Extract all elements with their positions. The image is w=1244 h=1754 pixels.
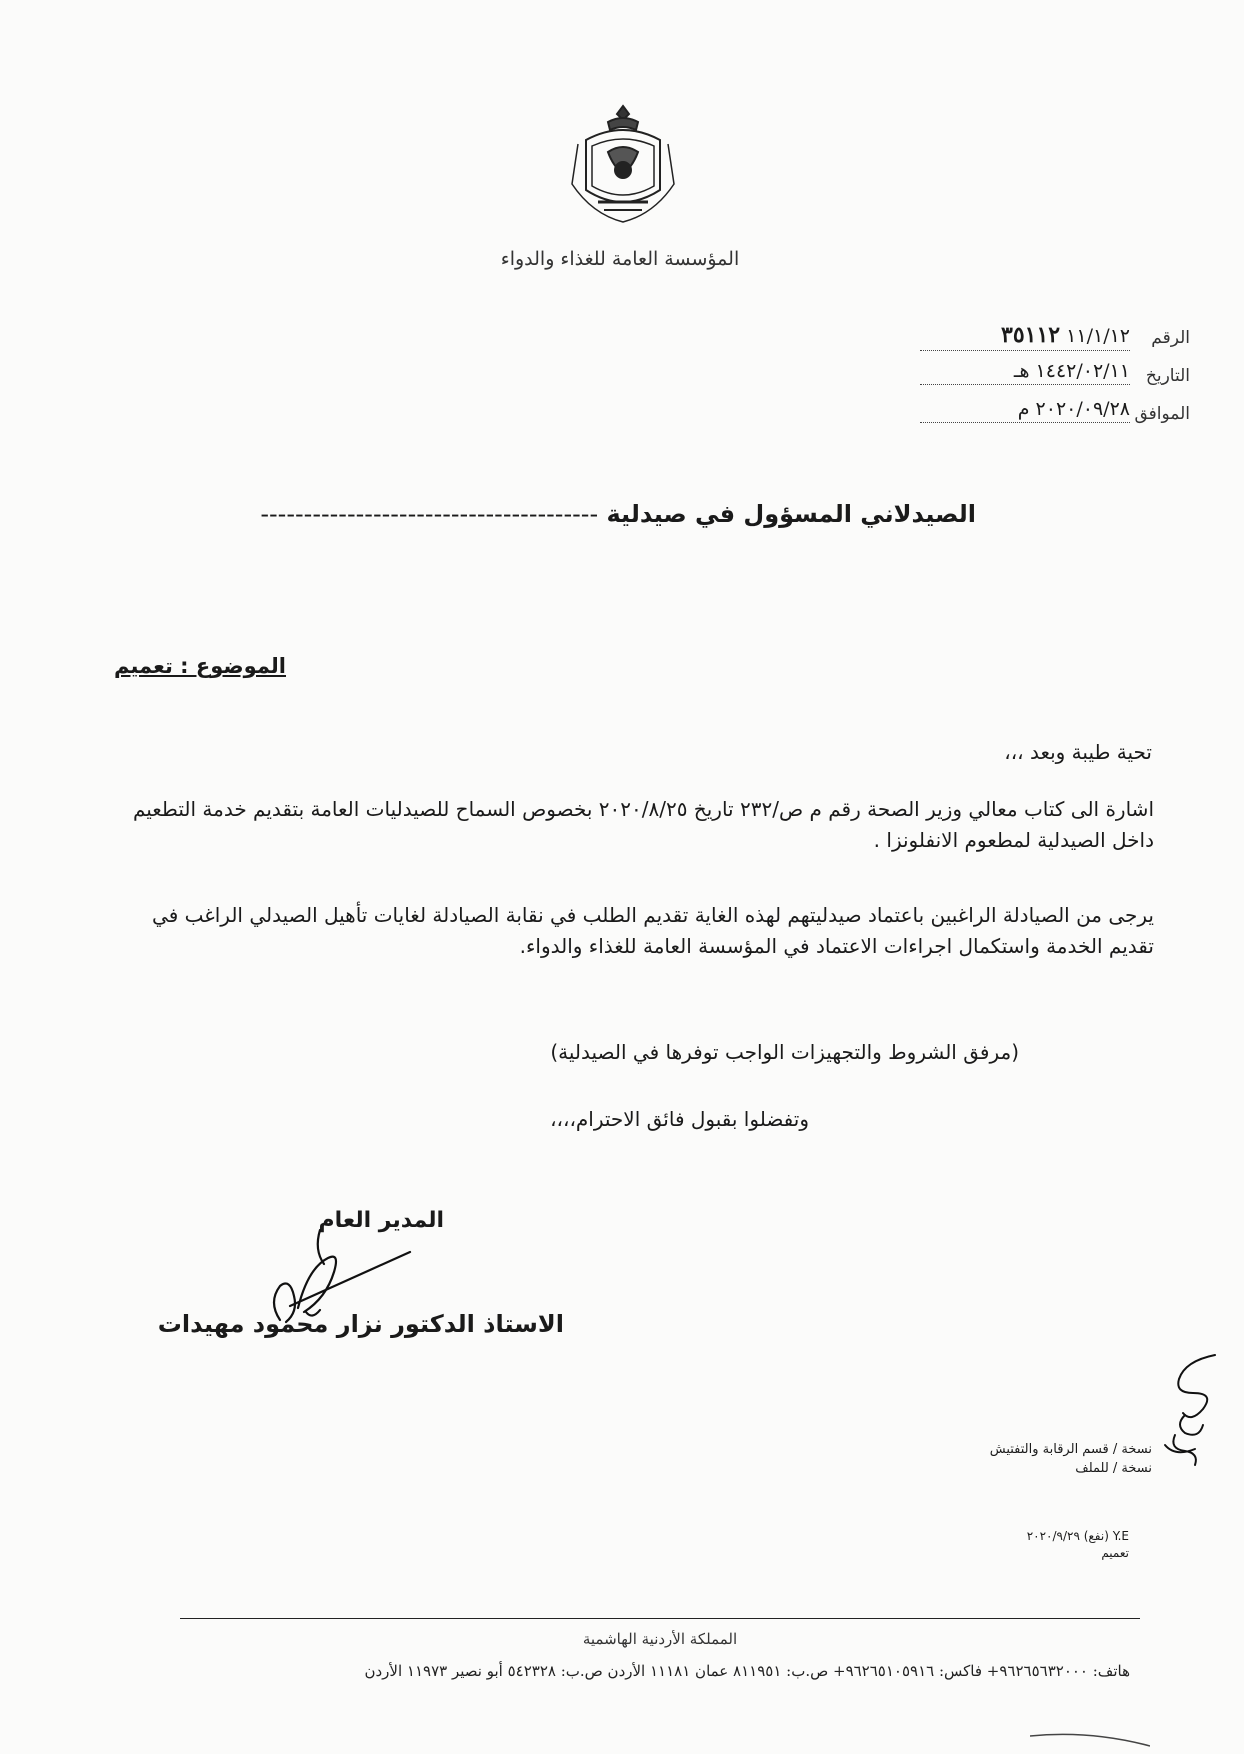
footer-kingdom: المملكة الأردنية الهاشمية <box>582 1630 738 1648</box>
attachment-note: (مرفق الشروط والتجهيزات الواجب توفرها في الصيدلية) <box>550 1040 1019 1064</box>
copies-list <box>932 1440 1152 1478</box>
jordan-coat-of-arms-icon <box>568 100 678 230</box>
body-paragraph-2: يرجى من الصيادلة الراغبين باعتماد صيدليتهم لهذه الغاية تقديم الطلب في نقابة الصيادلة لغايات تأهيل الصيدلي الراغب في تقديم الخدمة واستكمال اجراءات الاعتماد في المؤسسة العامة للغذاء والدواء. <box>152 903 1154 958</box>
reference-serial-number: ٣٥١١٢ <box>1001 322 1061 348</box>
reference-block <box>900 322 1190 436</box>
initials-signature <box>1145 1345 1235 1470</box>
footer-contacts: هاتف: ٩٦٢٦٥٦٣٢٠٠٠+ فاكس: ٩٦٢٦٥١٠٥٩١٦+ ص.ب: ٨١١٩٥١ عمان ١١١٨١ الأردن ص.ب: ٥٤٢٣٢٨ أبو نصير ١١٩٧٣ الأردن <box>364 1662 1130 1680</box>
signatory-title: المدير العام <box>318 1208 444 1233</box>
document-meta <box>1027 1528 1129 1562</box>
copy-recipient-2: نسخة / للملف <box>1075 1461 1152 1476</box>
signatory-name: الاستاذ الدكتور نزار محمود مهيدات <box>157 1310 564 1338</box>
reference-date-label: التاريخ <box>1145 366 1190 386</box>
reference-date-row <box>900 360 1190 398</box>
addressee-text: الصيدلاني المسؤول في صيدلية <box>606 500 976 528</box>
reference-gregorian-date: ٢٠٢٠/٠٩/٢٨ م <box>920 398 1130 423</box>
body-paragraph-1: اشارة الى كتاب معالي وزير الصحة رقم م ص/٢٣٢ تاريخ ٢٠٢٠/٨/٢٥ بخصوص السماح للصيدليات العامة بتقديم خدمة التطعيم داخل الصيدلية لمطعوم الانفلونزا . <box>132 797 1154 852</box>
greeting: تحية طيبة وبعد ،،، <box>1004 740 1152 764</box>
reference-number-row <box>900 322 1190 360</box>
addressee-line <box>216 500 976 528</box>
reference-corresponding-row <box>900 398 1190 436</box>
closing-line: وتفضلوا بقبول فائق الاحترام،،،، <box>550 1107 809 1131</box>
reference-file-number: ١١/١/١٢ <box>1066 325 1130 347</box>
meta-type: تعميم <box>1101 1546 1129 1560</box>
copy-recipient-1: نسخة / قسم الرقابة والتفتيش <box>989 1442 1152 1457</box>
reference-corresponding-label: الموافق <box>1134 404 1190 424</box>
footer-divider <box>180 1618 1140 1619</box>
reference-hijri-date: ١٤٤٢/٠٢/١١ هـ <box>920 360 1130 385</box>
subject-line: الموضوع : تعميم <box>113 654 286 678</box>
meta-reference: Y.E (نفع) ٢٠٢٠/٩/٢٩ <box>1026 1529 1129 1543</box>
scan-mark <box>1030 1728 1150 1748</box>
reference-number-label: الرقم <box>1151 328 1190 348</box>
addressee-blank: --------------------------------------- <box>260 500 599 528</box>
reference-number-value <box>920 322 1130 351</box>
organization-name: المؤسسة العامة للغذاء والدواء <box>500 248 740 270</box>
